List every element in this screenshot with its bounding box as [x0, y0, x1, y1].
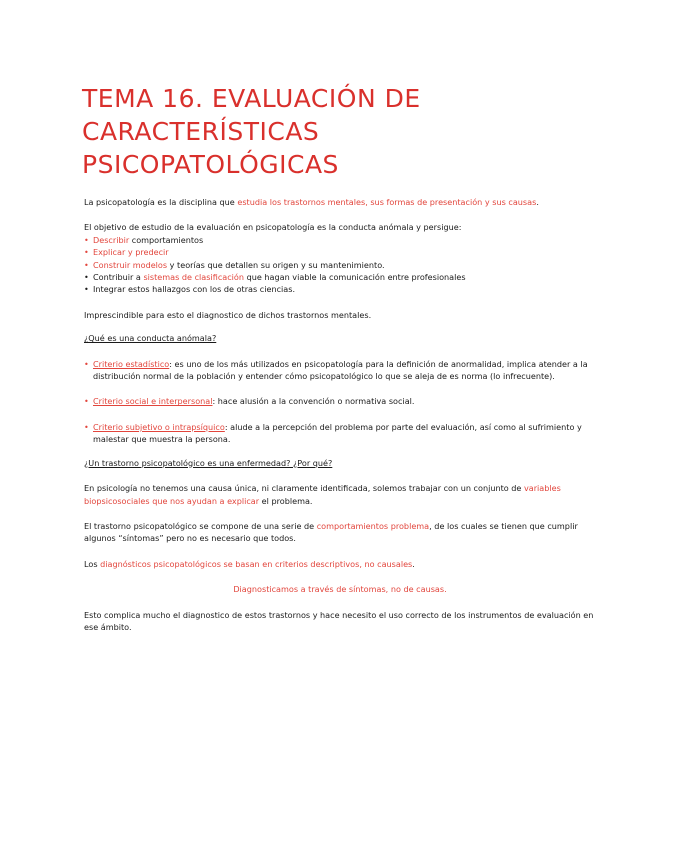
page-title	[82, 82, 642, 181]
paragraph-disorder: El trastorno psicopatológico se compone de una serie de comportamientos problema, de los cuales se tienen que cumplir algunos “síntomas” pero no es necesario que todos.	[84, 520, 578, 544]
criterion-item	[84, 395, 596, 407]
paragraph-causes: En psicología no tenemos una causa única, ni claramente identificada, solemos trabajar con un conjunto de variables biopsicosociales que nos ayudan a explicar el problema.	[84, 483, 561, 506]
diagnostic-note: Imprescindible para esto el diagnostico de dichos trastornos mentales.	[84, 309, 372, 320]
title-line-3: PSICOPATOLÓGICAS	[82, 150, 339, 179]
objective-paragraph: El objetivo de estudio de la evaluación en psicopatología es la conducta anómala y persigue:	[84, 222, 462, 233]
criterion-item	[84, 421, 596, 446]
list-item: • Explicar y predecir	[84, 246, 596, 258]
bullet-icon: •	[84, 396, 89, 407]
intro-end: .	[536, 197, 539, 207]
paragraph-conclusion: Esto complica mucho el diagnostico de estos trastornos y hace necesito el uso correcto de los instrumentos de evaluación en ese ámbito.	[84, 609, 594, 632]
criterion-text: : hace alusión a la convención o normativa social.	[212, 396, 415, 407]
intro-paragraph	[84, 196, 596, 208]
list-item: • Construir modelos y teorías que detallen su origen y su mantenimiento.	[84, 259, 596, 271]
list-item: • Contribuir a sistemas de clasificación que hagan viable la comunicación entre profesionales	[84, 271, 596, 283]
objective-list	[84, 234, 596, 296]
question-heading-2: ¿Un trastorno psicopatológico es una enfermedad? ¿Por qué?	[84, 457, 333, 468]
intro-highlight: estudia los trastornos mentales, sus formas de presentación y sus causas	[237, 197, 537, 207]
title-line-1: TEMA 16. EVALUACIÓN DE	[82, 84, 421, 113]
intro-text: La psicopatología es la disciplina que	[84, 197, 238, 207]
title-line-2: CARACTERÍSTICAS	[82, 117, 320, 146]
document-body	[84, 196, 596, 633]
question-heading-1: ¿Qué es una conducta anómala?	[84, 333, 217, 344]
criterion-text: : alude a la percepción del problema por parte del evaluación, así como al sufrimiento y malestar que muestra la persona.	[93, 421, 582, 445]
list-item: • Describir comportamientos	[84, 234, 596, 246]
criterion-text: : es uno de los más utilizados en psicopatología para la definición de anormalidad, implica atender a la distribución normal de la población y entender cómo psicopatológico lo que se aleja de es norma (lo infrecuente).	[93, 358, 588, 382]
criterion-label: Criterio subjetivo o intrapsíquico	[93, 421, 225, 432]
paragraph-diagnostics: Los diagnósticos psicopatológicos se basan en criterios descriptivos, no causales.	[84, 558, 415, 569]
centered-statement: Diagnosticamos a través de síntomas, no de causas.	[233, 584, 447, 595]
list-item: • Integrar estos hallazgos con los de otras ciencias.	[84, 283, 596, 295]
bullet-icon: •	[84, 421, 89, 432]
criterion-label: Criterio estadístico	[93, 358, 170, 369]
criterion-item	[84, 358, 596, 383]
criterion-label: Criterio social e interpersonal	[93, 396, 213, 407]
bullet-icon: •	[84, 358, 89, 369]
